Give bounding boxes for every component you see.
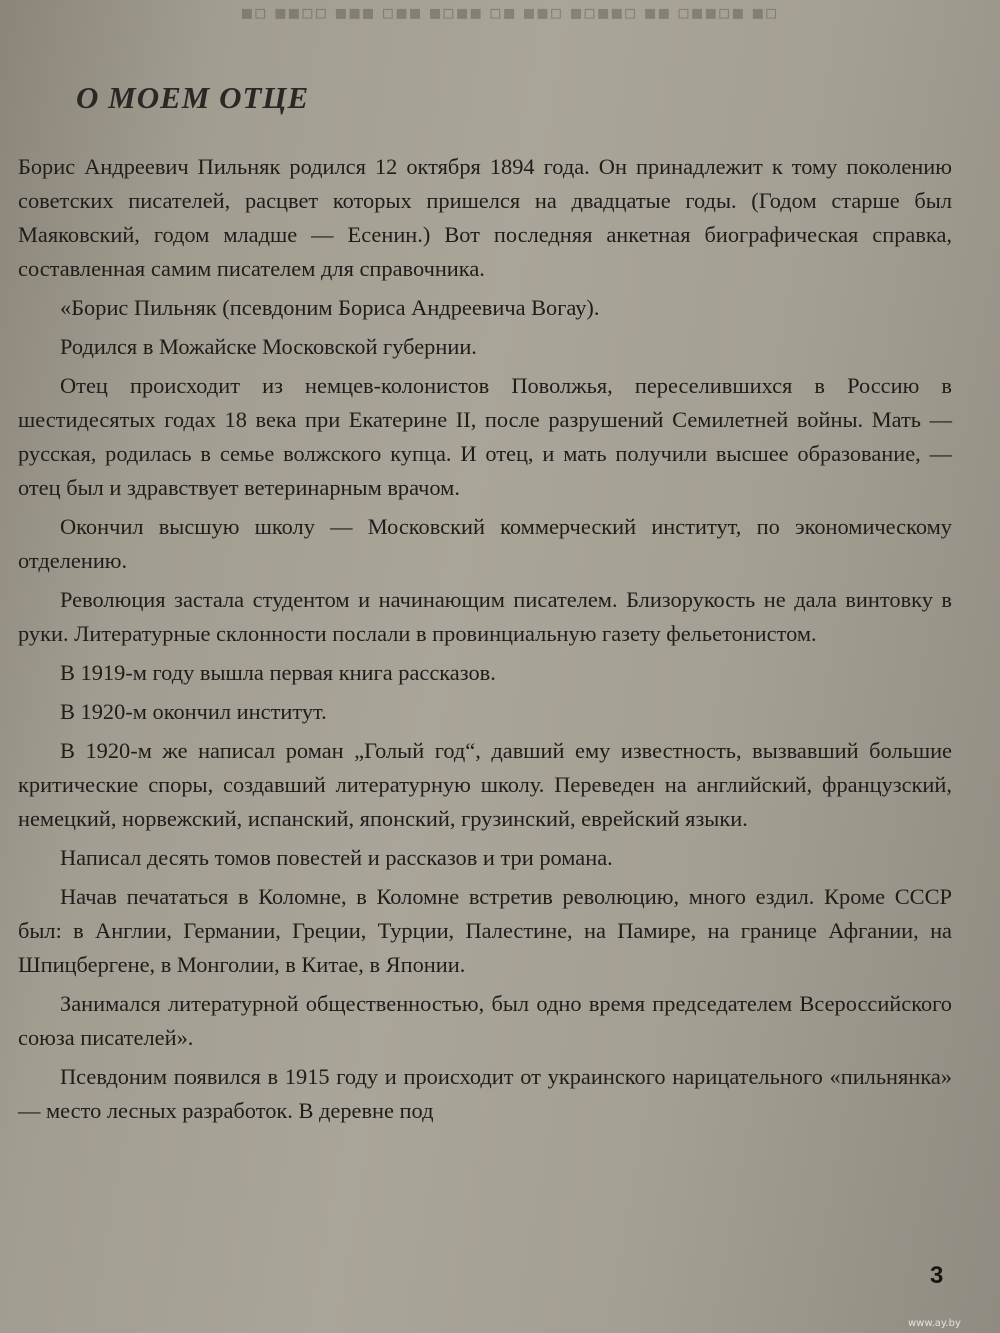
paragraph: В 1920-м окончил институт. [60, 699, 327, 724]
paragraph: Псевдоним появился в 1915 году и происходит от украинского нарицательного «пильнянка» — место лесных разработок. В деревне под [18, 1064, 952, 1123]
paragraph: Начав печататься в Коломне, в Коломне встретив революцию, много ездил. Кроме СССР был: в Англии, Германии, Греции, Турции, Палестине, на Памире, на границе Афгании, на Шпицбергене, в Монголии, в Китае, в Японии. [18, 884, 952, 977]
body-text [18, 150, 952, 1133]
paragraph: В 1919-м году вышла первая книга рассказов. [60, 660, 496, 685]
page-number: 3 [930, 1262, 944, 1289]
bleed-through-text: ▪▫ ▪▪▫▫ ▪▪▪ ▫▪▪ ▪▫▪▪ ▫▪ ▪▪▫ ▪▫▪▪▫ ▪▪ ▫▪▪▫▪ ▪▫ [240, 0, 778, 24]
paragraph: Окончил высшую школу — Московский коммерческий институт, по экономическому отделению. [18, 514, 952, 573]
paragraph: В 1920-м же написал роман „Голый год“, давший ему известность, вызвавший большие критические споры, создавший литературную школу. Переведен на английский, французский, немецкий, норвежский, испанский, японский, грузинский, еврейский языки. [18, 738, 952, 831]
paragraph: «Борис Пильняк (псевдоним Бориса Андреевича Вогау). [60, 295, 600, 320]
paragraph: Борис Андреевич Пильняк родился 12 октября 1894 года. Он принадлежит к тому поколению советских писателей, расцвет которых пришелся на двадцатые годы. (Годом старше был Маяковский, годом младше — Есенин.) Вот последняя анкетная биографическая справка, составленная самим писателем для справочника. [18, 154, 952, 281]
chapter-title: О МОЕМ ОТЦЕ [76, 80, 310, 115]
paragraph: Революция застала студентом и начинающим писателем. Близорукость не дала винтовку в руки. Литературные склонности послали в провинциальную газету фельетонистом. [18, 587, 952, 646]
paragraph: Занимался литературной общественностью, был одно время председателем Всероссийского союза писателей». [18, 991, 952, 1050]
paragraph: Отец происходит из немцев-колонистов Поволжья, переселившихся в Россию в шестидесятых годах 18 века при Екатерине II, после разрушений Семилетней войны. Мать — русская, родилась в семье волжского купца. И отец, и мать получили высшее образование, — отец был и здравствует ветеринарным врачом. [18, 373, 952, 500]
paragraph: Написал десять томов повестей и рассказов и три романа. [60, 845, 613, 870]
watermark: www.ay.by [908, 1318, 961, 1329]
paragraph: Родился в Можайске Московской губернии. [60, 334, 477, 359]
